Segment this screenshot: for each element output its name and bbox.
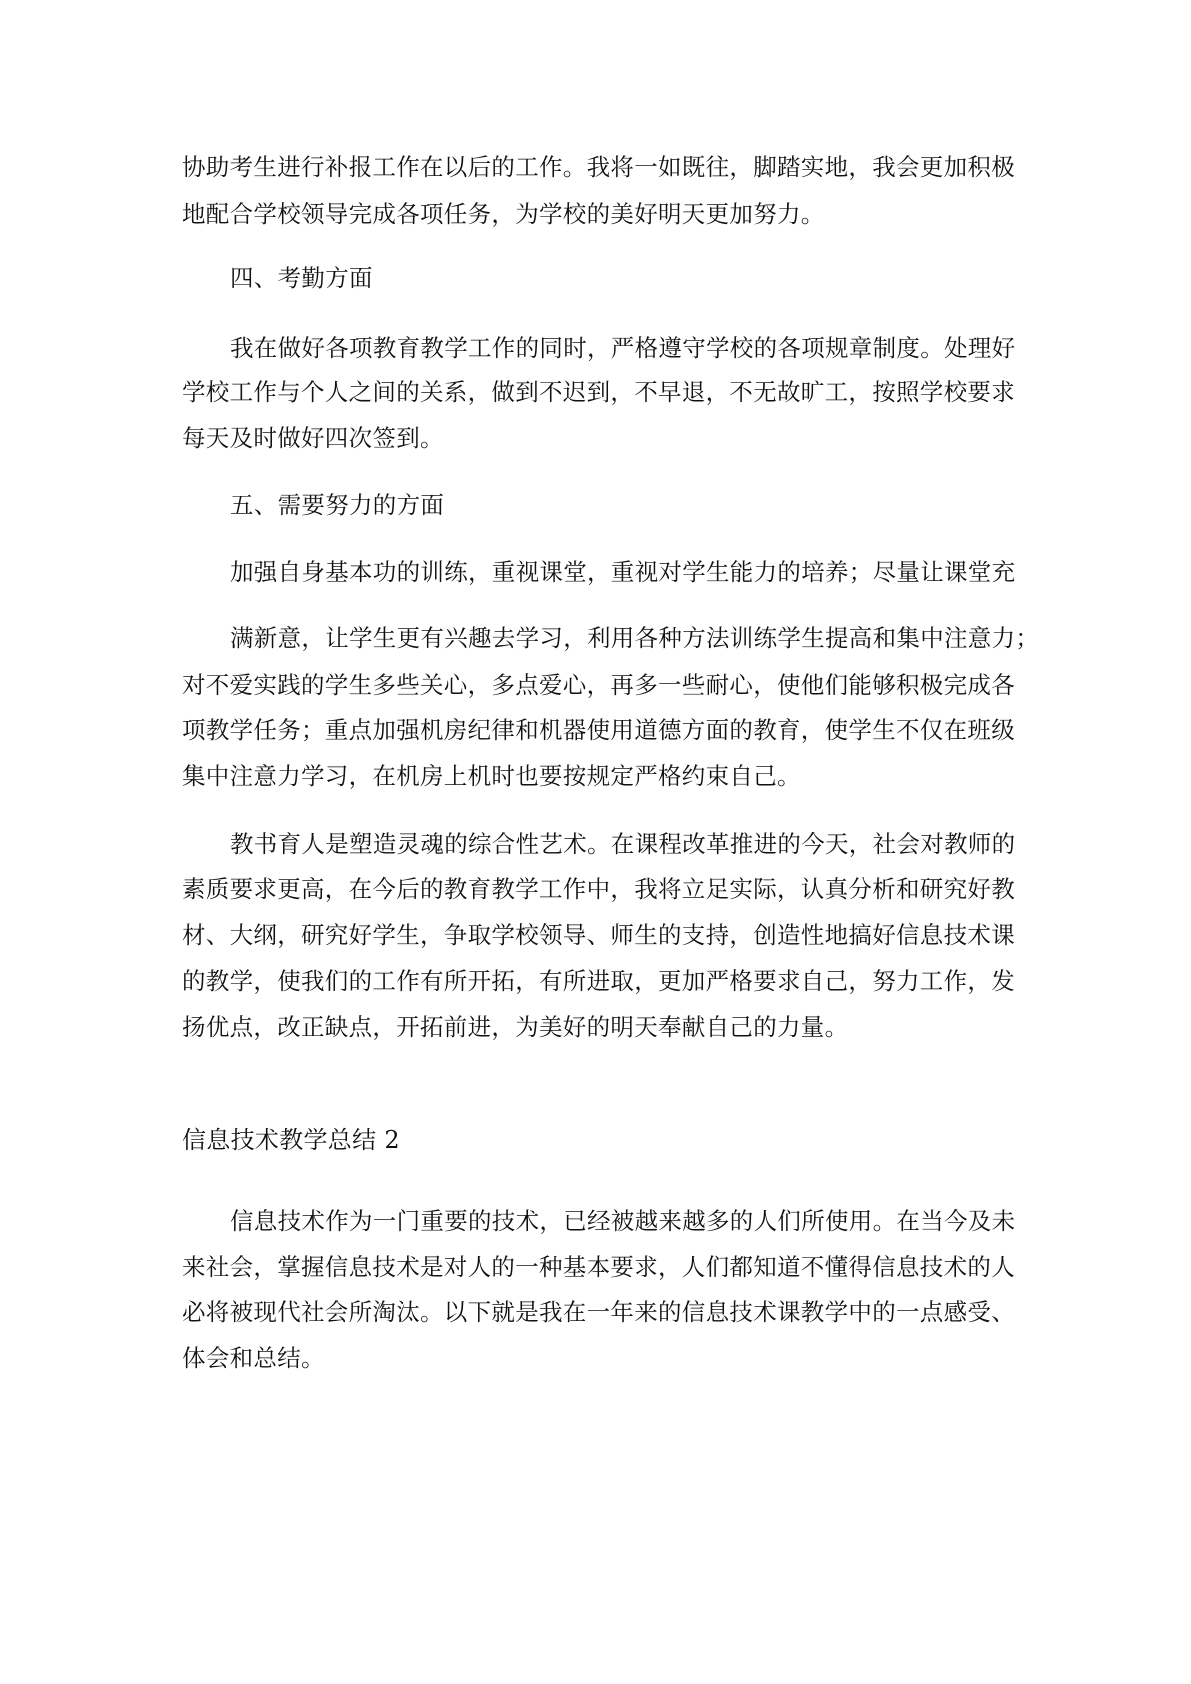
text-line: 我在做好各项教育教学工作的同时，严格遵守学校的各项规章制度。处理好 xyxy=(230,334,1016,362)
text-line: 满新意，让学生更有兴趣去学习，利用各种方法训练学生提高和集中注意力； xyxy=(230,624,1040,652)
section-heading: 四、考勤方面 xyxy=(230,264,373,292)
text-line: 扬优点，改正缺点，开拓前进，为美好的明天奉献自己的力量。 xyxy=(182,1013,849,1041)
text-line: 教书育人是塑造灵魂的综合性艺术。在课程改革推进的今天，社会对教师的 xyxy=(230,830,1016,858)
text-line: 信息技术作为一门重要的技术，已经被越来越多的人们所使用。在当今及未 xyxy=(230,1207,1016,1235)
text-line: 项教学任务；重点加强机房纪律和机器使用道德方面的教育，使学生不仅在班级 xyxy=(182,716,1015,744)
text-line: 材、大纲，研究好学生，争取学校领导、师生的支持，创造性地搞好信息技术课 xyxy=(182,921,1015,949)
text-line: 必将被现代社会所淘汰。以下就是我在一年来的信息技术课教学中的一点感受、 xyxy=(182,1298,1015,1326)
text-line: 协助考生进行补报工作在以后的工作。我将一如既往，脚踏实地，我会更加积极 xyxy=(182,153,1015,181)
section-heading: 五、需要努力的方面 xyxy=(230,491,445,519)
text-line: 每天及时做好四次签到。 xyxy=(182,424,444,452)
text-line: 体会和总结。 xyxy=(182,1344,325,1372)
text-line: 地配合学校领导完成各项任务，为学校的美好明天更加努力。 xyxy=(182,200,825,228)
text-line: 加强自身基本功的训练，重视课堂，重视对学生能力的培养；尽量让课堂充 xyxy=(230,558,1016,586)
text-line: 对不爱实践的学生多些关心，多点爱心，再多一些耐心，使他们能够积极完成各 xyxy=(182,671,1015,699)
text-line: 素质要求更高，在今后的教育教学工作中，我将立足实际，认真分析和研究好教 xyxy=(182,875,1015,903)
text-line: 集中注意力学习，在机房上机时也要按规定严格约束自己。 xyxy=(182,762,801,790)
text-line: 学校工作与个人之间的关系，做到不迟到，不早退，不无故旷工，按照学校要求 xyxy=(182,378,1015,406)
section-title: 信息技术教学总结 2 xyxy=(182,1126,400,1154)
text-line: 来社会，掌握信息技术是对人的一种基本要求，人们都知道不懂得信息技术的人 xyxy=(182,1253,1015,1281)
text-line: 的教学，使我们的工作有所开拓，有所进取，更加严格要求自己，努力工作，发 xyxy=(182,967,1015,995)
